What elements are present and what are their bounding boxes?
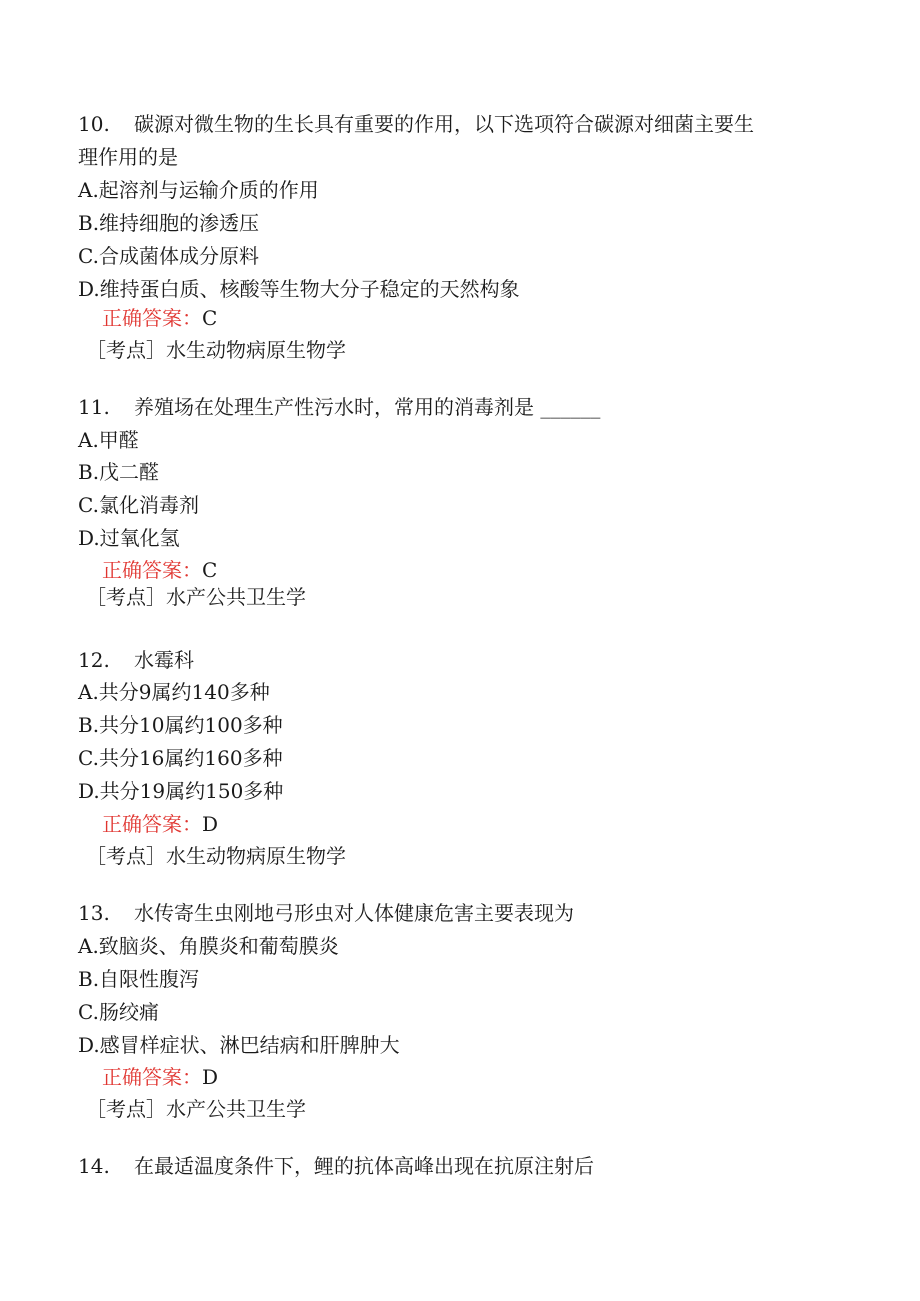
- option-c: C.肠绞痛: [78, 1000, 159, 1024]
- option-b: B.共分10属约100多种: [78, 713, 283, 737]
- exam-point: ［考点］水生动物病原生物学: [86, 338, 346, 362]
- option-b: B.自限性腹泻: [78, 967, 200, 991]
- correct-answer: [102, 304, 217, 332]
- question-stem-text: 碳源对微生物的生长具有重要的作用，以下选项符合碳源对细菌主要生: [134, 112, 754, 136]
- answer-label: 正确答案：: [102, 306, 202, 330]
- question-14-stem: [78, 1152, 594, 1180]
- answer-label: 正确答案：: [102, 558, 202, 582]
- correct-answer: [102, 810, 218, 838]
- option-d: D.共分19属约150多种: [78, 779, 284, 803]
- option-c: C.氯化消毒剂: [78, 493, 199, 517]
- question-11-stem: [78, 393, 600, 421]
- option-b: B.维持细胞的渗透压: [78, 211, 260, 235]
- answer-label: 正确答案：: [102, 812, 202, 836]
- question-number: 11.: [78, 395, 110, 419]
- option-d: D.感冒样症状、淋巴结病和肝脾肿大: [78, 1033, 400, 1057]
- question-stem-text: 水传寄生虫刚地弓形虫对人体健康危害主要表现为: [134, 901, 574, 925]
- question-number: 10.: [78, 112, 110, 136]
- option-c: C.共分16属约160多种: [78, 746, 283, 770]
- answer-value: D: [202, 812, 219, 836]
- question-number: 12.: [78, 648, 110, 672]
- answer-label: 正确答案：: [102, 1065, 202, 1089]
- answer-value: C: [202, 306, 218, 330]
- option-a: A.甲醛: [78, 428, 139, 452]
- question-stem-text: 养殖场在处理生产性污水时，常用的消毒剂是 ______: [134, 395, 601, 419]
- option-a: A.起溶剂与运输介质的作用: [78, 178, 319, 202]
- question-10-stem: [78, 110, 754, 138]
- exam-point: ［考点］水产公共卫生学: [86, 1097, 306, 1121]
- option-a: A.致脑炎、角膜炎和葡萄膜炎: [78, 934, 339, 958]
- answer-value: D: [202, 1065, 219, 1089]
- question-12-stem: [78, 646, 194, 674]
- question-13-stem: [78, 899, 574, 927]
- question-stem-text: 在最适温度条件下，鲤的抗体高峰出现在抗原注射后: [134, 1154, 594, 1178]
- answer-value: C: [202, 558, 218, 582]
- option-d: D.过氧化氢: [78, 526, 180, 550]
- exam-point: ［考点］水产公共卫生学: [86, 585, 306, 609]
- question-stem-text: 水霉科: [134, 648, 194, 672]
- correct-answer: [102, 556, 217, 584]
- option-b: B.戊二醛: [78, 460, 160, 484]
- question-10-stem-continued: 理作用的是: [78, 145, 178, 169]
- question-number: 13.: [78, 901, 110, 925]
- correct-answer: [102, 1063, 218, 1091]
- option-a: A.共分9属约140多种: [78, 680, 270, 704]
- option-d: D.维持蛋白质、核酸等生物大分子稳定的天然构象: [78, 277, 520, 301]
- question-number: 14.: [78, 1154, 110, 1178]
- option-c: C.合成菌体成分原料: [78, 244, 259, 268]
- exam-point: ［考点］水生动物病原生物学: [86, 844, 346, 868]
